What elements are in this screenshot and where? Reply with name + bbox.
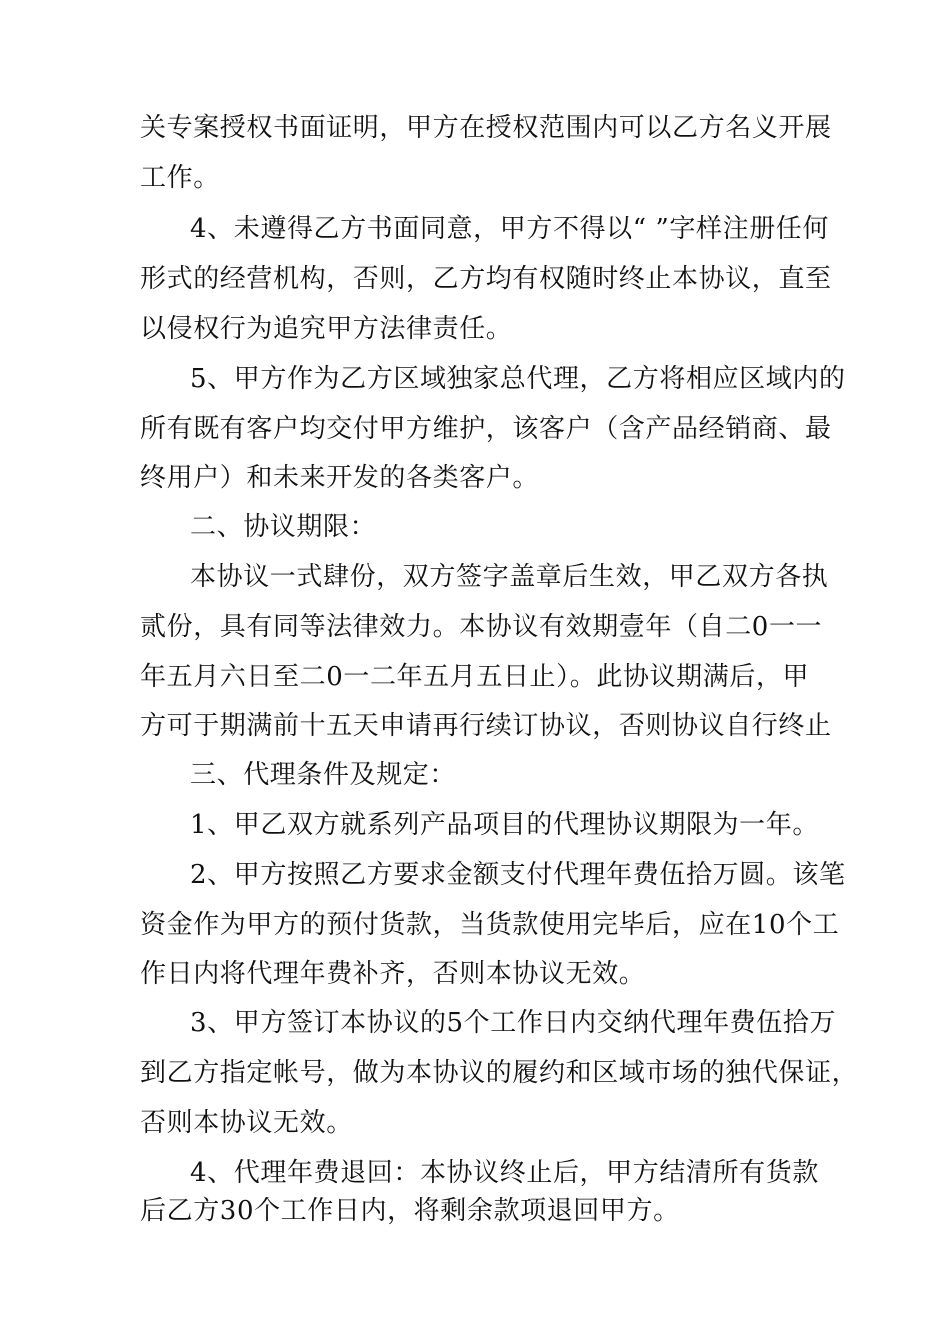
text-line: 到乙方指定帐号，做为本协议的履约和区域市场的独代保证， — [140, 1058, 859, 1088]
text-line: 年五月六日至二0一二年五月五日止）。此协议期满后，甲 — [140, 662, 810, 692]
text-line: 4、代理年费退回：本协议终止后，甲方结清所有货款 — [190, 1158, 819, 1188]
text-line: 贰份，具有同等法律效力。本协议有效期壹年（自二0一一 — [140, 612, 823, 642]
text-line: 资金作为甲方的预付货款，当货款使用完毕后，应在10个工 — [140, 910, 840, 940]
text-line: 2、甲方按照乙方要求金额支付代理年费伍拾万圆。该笔 — [190, 860, 846, 890]
section-heading: 二、协议期限： — [190, 512, 377, 542]
text-line: 方可于期满前十五天申请再行续订协议，否则协议自行终止 — [140, 711, 832, 741]
section-heading: 三、代理条件及规定： — [190, 760, 457, 790]
text-line: 否则本协议无效。 — [140, 1108, 353, 1138]
text-line: 5、甲方作为乙方区域独家总代理，乙方将相应区域内的 — [190, 364, 846, 394]
text-line: 1、甲乙双方就系列产品项目的代理协议期限为一年。 — [190, 810, 819, 840]
text-line: 以侵权行为追究甲方法律责任。 — [140, 314, 513, 344]
text-line: 作日内将代理年费补齐，否则本协议无效。 — [140, 959, 646, 989]
text-line: 3、甲方签订本协议的5个工作日内交纳代理年费伍拾万 — [190, 1008, 837, 1038]
text-line: 终用户）和未来开发的各类客户。 — [140, 463, 540, 493]
text-line: 关专案授权书面证明，甲方在授权范围内可以乙方名义开展 — [140, 113, 832, 143]
text-line: 4、未遵得乙方书面同意，甲方不得以“ ”字样注册任何 — [190, 214, 829, 244]
text-line: 本协议一式肆份，双方签字盖章后生效，甲乙双方各执 — [190, 562, 829, 592]
text-line: 所有既有客户均交付甲方维护，该客户（含产品经销商、最 — [140, 414, 832, 444]
text-line: 后乙方30个工作日内，将剩余款项退回甲方。 — [140, 1196, 680, 1226]
text-line: 形式的经营机构，否则，乙方均有权随时终止本协议，直至 — [140, 264, 832, 294]
text-line: 工作。 — [140, 163, 220, 193]
